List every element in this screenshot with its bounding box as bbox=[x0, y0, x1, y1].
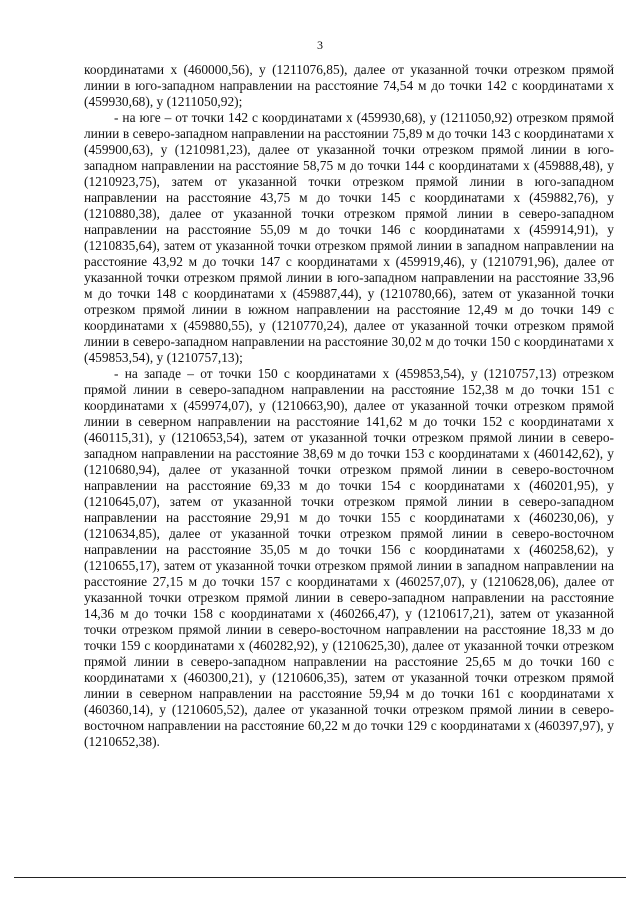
paragraph-west: - на западе – от точки 150 с координатами х (459853,54), у (1210757,13) отрезком прямой линии в северо-западном направлении на расстояние 152,38 м до точки 151 с координатами х (459974,07), у (1210663,90), далее от указанной точки отрезком прямой линии в северном направлении на расстояние 141,62 м до точки 152 с координатами х (460115,31), у (1210653,54), затем от указанной точки отрезком прямой линии в северо-западном направлении на расстояние 38,69 м до точки 153 с координатами х (460142,62), у (1210680,94), далее от указанной точки отрезком прямой линии в северо-восточном направлении на расстояние 69,33 м до точки 154 с координатами х (460201,95), у (1210645,07), затем от указанной точки отрезком прямой линии в северо-западном направлении на расстояние 29,91 м до точки 155 с координатами х (460230,06), у (1210634,85), далее от указанной точки отрезком прямой линии в северо-восточном направлении на расстояние 35,05 м до точки 156 с координатами х (460258,62), у (1210655,17), затем от указанной точки отрезком прямой линии в западном направлении на расстояние 27,15 м до точки 157 с координатами х (460257,07), у (1210628,06), далее от указанной точки отрезком прямой линии в северо-западном направлении на расстояние 14,36 м до точки 158 с координатами х (460266,47), у (1210617,21), затем от указанной точки отрезком прямой линии в северо-восточном направлении на расстояние 18,33 м до точки 159 с координатами х (460282,92), у (1210625,30), далее от указанной точки отрезком прямой линии в северо-западном направлении на расстояние 25,65 м до точки 160 с координатами х (460300,21), у (1210606,35), затем от указанной точки отрезком прямой линии в северном направлении на расстояние 59,94 м до точки 161 с координатами х (460360,14), у (1210605,52), далее от указанной точки отрезком прямой линии в северо-восточном направлении на расстояние 60,22 м до точки 129 с координатами х (460397,97), у (1210652,38). bbox=[84, 366, 614, 749]
page-number: 3 bbox=[317, 38, 323, 52]
page-bottom-rule bbox=[14, 877, 626, 878]
paragraph-continuation: координатами х (460000,56), у (1211076,85), далее от указанной точки отрезком прямой линии в юго-западном направлении на расстояние 74,54 м до точки 142 с координатами х (459930,68), у (1211050,92); bbox=[84, 62, 614, 109]
document-body bbox=[84, 62, 614, 750]
paragraph-south: - на юге – от точки 142 с координатами х (459930,68), у (1211050,92) отрезком прямой линии в северо-западном направлении на расстоянии 75,89 м до точки 143 с координатами х (459900,63), у (1210981,23), далее от указанной точки отрезком прямой линии в юго-западном направлении на расстояние 58,75 м до точки 144 с координатами х (459888,48), у (1210923,75), затем от указанной точки отрезком прямой линии в юго-западном направлении на расстояние 43,75 м до точки 145 с координатами х (459882,76), у (1210880,38), далее от указанной точки отрезком прямой линии в северо-западном направлении на расстояние 55,09 м до точки 146 с координатами х (459914,91), у (1210835,64), затем от указанной точки отрезком прямой линии в западном направлении на расстояние 43,92 м до точки 147 с координатами х (459919,46), у (1210791,96), далее от указанной точки отрезком прямой линии в юго-западном направлении на расстояние 33,96 м до точки 148 с координатами х (459887,44), у (1210780,66), затем от указанной точки отрезком прямой линии в южном направлении на расстояние 12,49 м до точки 149 с координатами х (459880,55), у (1210770,24), далее от указанной точки отрезком прямой линии в северо-западном направлении на расстояние 30,02 м до точки 150 с координатами х (459853,54), у (1210757,13); bbox=[84, 110, 614, 365]
